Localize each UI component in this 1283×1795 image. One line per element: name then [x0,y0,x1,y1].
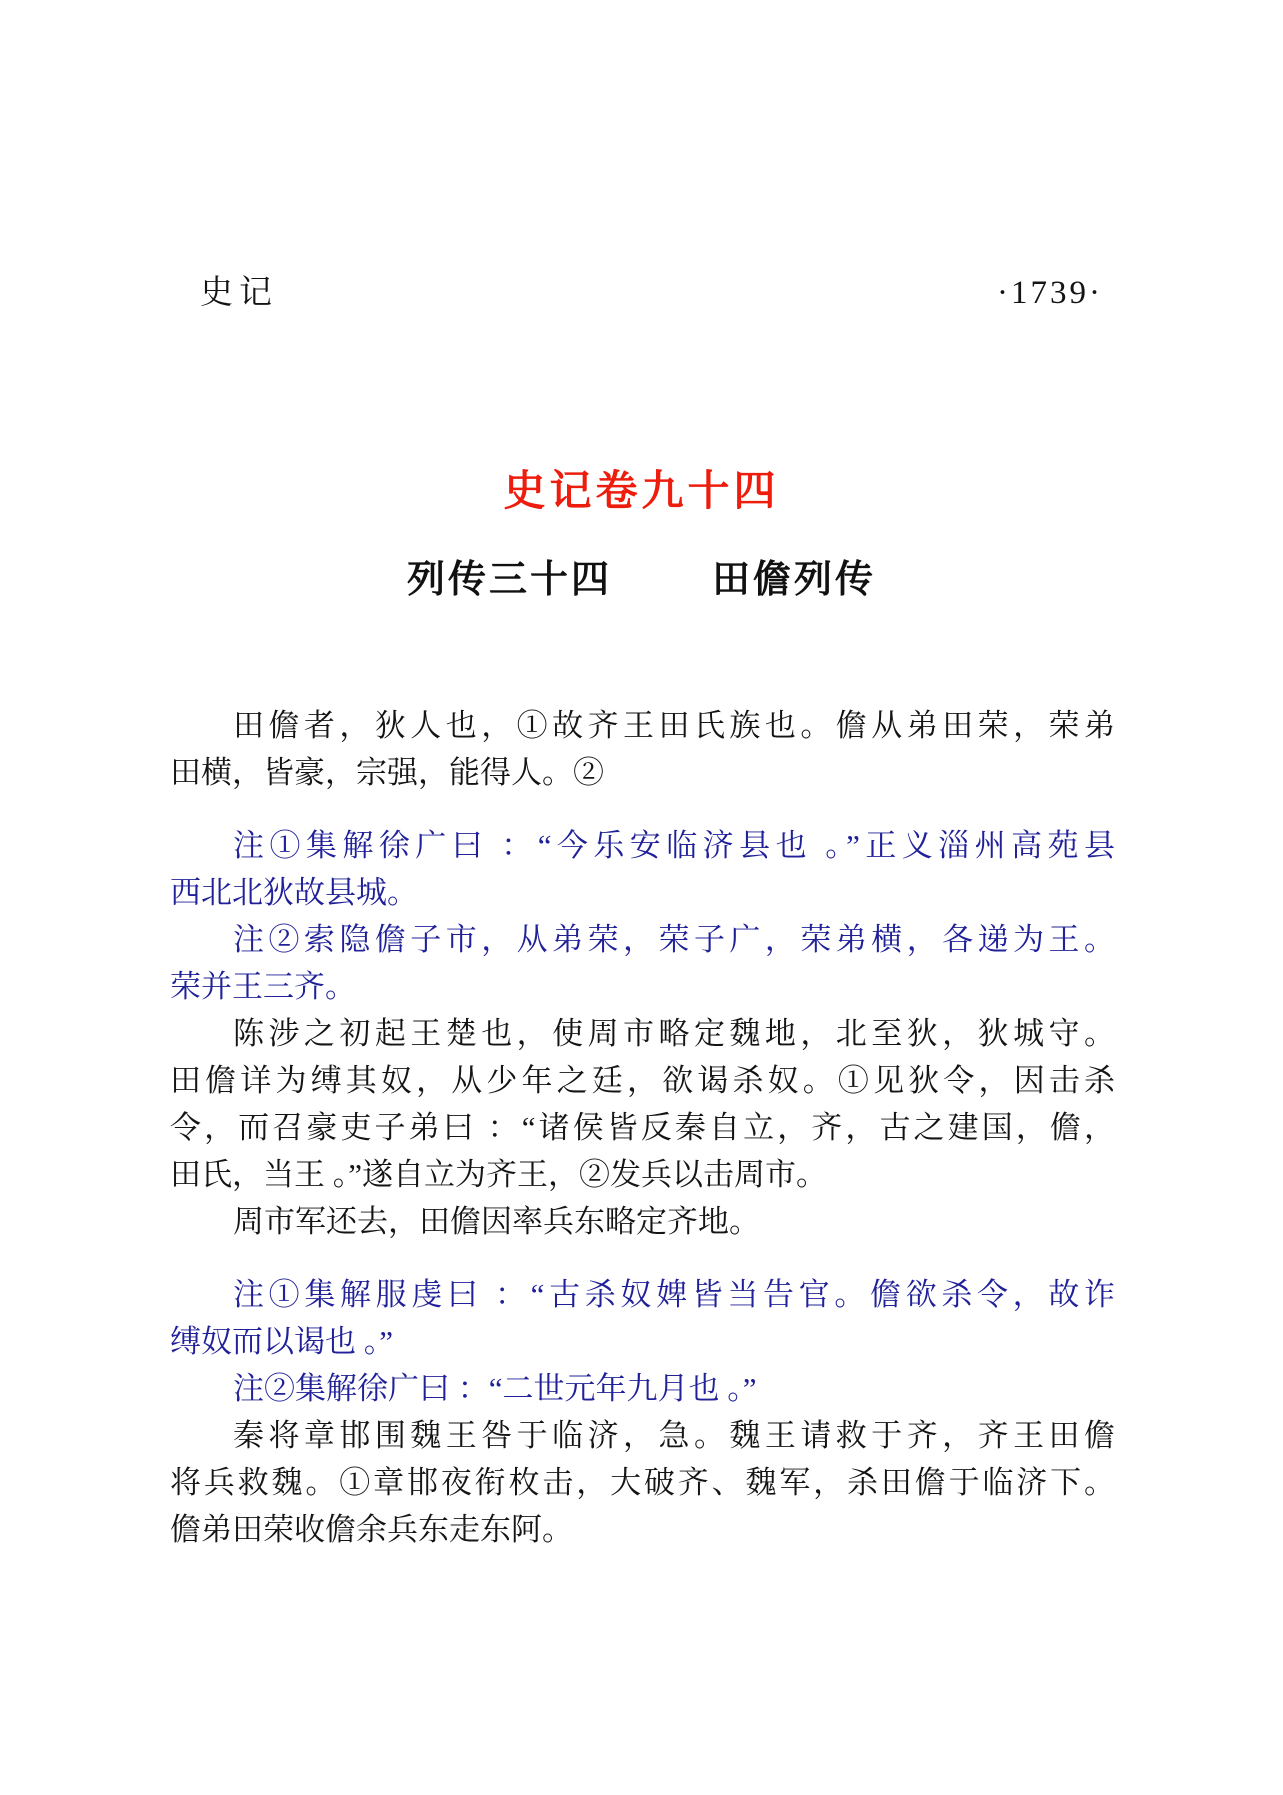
annotation-block [170,1271,1115,1365]
text-line: 儋弟田荣收儋余兵东走东阿。 [170,1512,573,1547]
text-line: 周市军还去，田儋因率兵东略定齐地。 [233,1204,760,1239]
text-line: 缚奴而以谒也 。” [170,1324,394,1359]
text-line: 田儋详为缚其奴，从少年之廷，欲谒杀奴。①见狄令，因击杀 [170,1063,1115,1098]
text-line: 注①集解徐广曰 ：“今乐安临济县也 。”正义淄州高苑县 [233,828,1115,863]
paragraph-block [170,702,1115,796]
annotation-block [170,1365,1115,1412]
paragraph-block [170,1198,1115,1245]
section-title [0,548,1283,603]
header-book-title: 史记 [200,275,278,311]
paragraph-block [170,1412,1115,1553]
running-header [200,266,1103,313]
text-line: 田氏，当王 。”遂自立为齐王，②发兵以击周市。 [170,1157,828,1192]
text-line: 田儋者，狄人也，①故齐王田氏族也。儋从弟田荣，荣弟 [233,708,1115,743]
text-line: 注②集解徐广曰 ：“二世元年九月也 。” [233,1371,757,1406]
body-text [170,702,1115,1553]
paragraph-block [170,1010,1115,1198]
section-title-series: 列传三十四 [406,559,612,601]
header-page-number: ·1739· [997,275,1103,311]
text-line: 令，而召豪吏子弟曰 ：“诸侯皆反秦自立，齐，古之建国，儋， [170,1110,1115,1145]
text-line: 注②索隐儋子市，从弟荣，荣子广，荣弟横，各递为王。 [233,922,1115,957]
annotation-block [170,916,1115,1010]
text-line: 将兵救魏。①章邯夜衔枚击，大破齐、魏军，杀田儋于临济下。 [170,1465,1115,1500]
text-line: 西北北狄故县城。 [170,875,418,910]
text-line: 陈涉之初起王楚也，使周市略定魏地，北至狄，狄城守。 [233,1016,1115,1051]
text-line: 荣并王三齐。 [170,969,356,1004]
text-line: 注①集解服虔曰 ：“古杀奴婢皆当告官。儋欲杀令，故诈 [233,1277,1115,1312]
chapter-title: 史记卷九十四 [503,467,780,514]
text-line: 田横，皆豪，宗强，能得人。② [170,755,604,790]
text-line: 秦将章邯围魏王咎于临济，急。魏王请救于齐，齐王田儋 [233,1418,1115,1453]
section-title-biography: 田儋列传 [712,559,877,601]
annotation-block [170,822,1115,916]
